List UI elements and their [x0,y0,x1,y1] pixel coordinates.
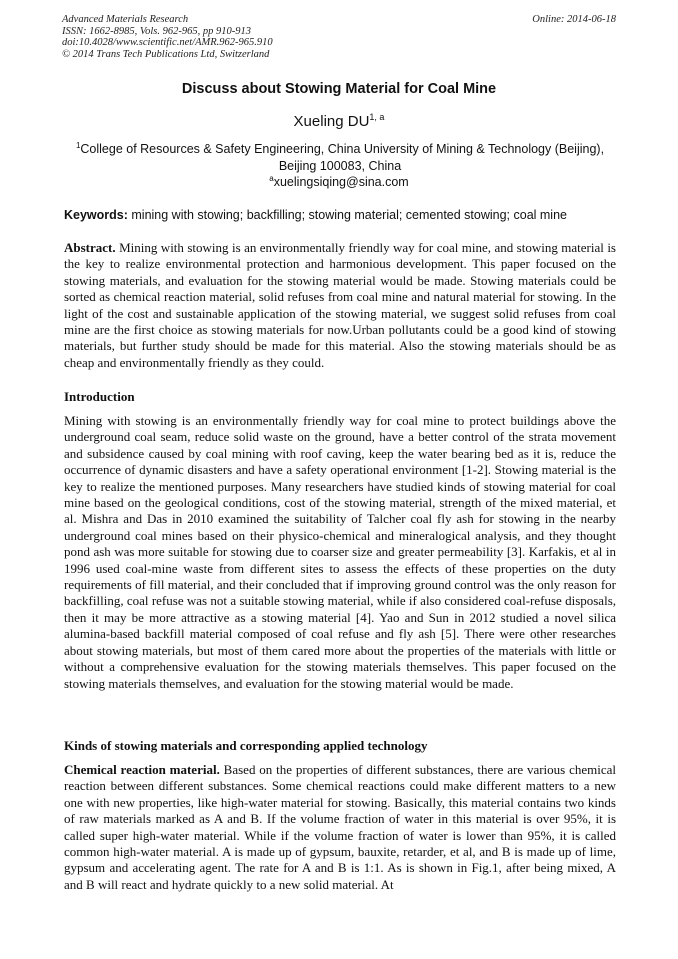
kinds-paragraph [64,762,616,893]
email-superscript: a [269,174,274,183]
introduction-heading: Introduction [64,389,135,404]
keywords-label: Keywords: [64,208,128,222]
author-line [0,112,678,130]
doi-line[interactable]: doi:10.4028/www.scientific.net/AMR.962-965.910 [62,37,273,48]
affiliation [64,137,616,175]
copyright-line: © 2014 Trans Tech Publications Ltd, Switzerland [62,48,270,60]
online-date: Online: 2014-06-18 [532,14,616,25]
abstract-text: Mining with stowing is an environmentally friendly way for coal mine, and stowing material is the key to realize environmental protection and harmonious development. This paper focused on the stowing materials, and evaluation for the stowing material would be made. Stowing materials could be sorted as chemical reaction material, solid refuses from coal mine and natural material for stowing. In the light of the cost and sustainable application of the stowing material, we suggest solid refuses from coal mine are the first choice as stowing materials for now.Urban pollutants could be a good kind of stowing materials, but further study should be made for this material. Also the stowing materials should be as cheap and environmentally friendly as they could. [64,240,616,370]
affiliation-superscript: 1 [75,141,81,150]
keywords-text: mining with stowing; backfilling; stowing material; cemented stowing; coal mine [127,208,567,222]
journal-name: Advanced Materials Research [62,14,189,25]
kinds-heading: Kinds of stowing materials and corresponding applied technology [64,738,428,753]
chemical-reaction-text: Based on the properties of different substances, there are various chemical reaction between different substances. Some chemical reactions could make different matters to a new one with new properties, like high-water material for stowing. Basically, this material contains two kinds of raw materials marked as A and B. If the volume fraction of water in this material is over 95%, it is called super high-water material. While if the volume fraction of water is lower than 95%, it is called common high-water material. A is made up of gypsum, bauxite, retarder, et al, and B is made up of lime, gypsum and accelerating agent. The rate for A and B is 1:1. As is shown in Fig.1, after being mixed, A and B will react and hydrate quickly to a new solid material. At [64,762,616,892]
abstract-paragraph [64,240,616,371]
email-line [0,174,678,189]
issn-line: ISSN: 1662-8985, Vols. 962-965, pp 910-913 [62,25,251,37]
abstract-label: Abstract. [64,240,116,255]
affiliation-text: College of Resources & Safety Engineering, China University of Mining & Technology (Beijing), Beijing 100083, China [80,142,605,173]
introduction-paragraph: Mining with stowing is an environmentally friendly way for coal mine to protect buildings above the underground coal seam, reduce solid waste on the ground, have a better control of the strata movement and subsidence caused by coal mining with roof caving, keep the water bearing bed as it is, reduce the occurrence of dynamic disasters and have a safety operational environment [1-2]. Stowing material is the key to realize the mentioned purposes. Many researchers have studied kinds of stowing material for coal mine based on the geological conditions, cost of the stowing material, strength of the mixed material, et al. Mishra and Das in 2010 examined the suitability of Talcher coal fly ash for stowing in the nearby underground coal mines based on their physico-chemical and mineralogical analysis, and they thought pond ash was more suitable for stowing due to coarser size and greater permeability [3]. Karfakis, et al in 1996 used coal-mine waste from different sites to assess the effects of these properties on the duty requirements of fill material, and their concluded that if improving ground control was the only reason for backfilling, coal refuse was not a suitable stowing material, while if also considered coal-refuse disposals, then it may be more attractive as a stowing material [4]. Yao and Sun in 2012 studied a novel silica alumina-based backfill material composed of coal refuse and fly ash [5]. There were other researches about stowing materials, but most of them cared more about the properties of the materials with little or without a comprehensive evaluation for the stowing materials themselves. This paper focused on the stowing materials themselves, and evaluation for the stowing material would be made. [64,413,616,691]
journal-header [62,14,616,60]
keywords [64,208,616,222]
author-name: Xueling DU [293,113,370,130]
chemical-reaction-label: Chemical reaction material. [64,762,220,777]
email-address[interactable]: xuelingsiqing@sina.com [273,175,409,189]
paper-title: Discuss about Stowing Material for Coal Mine [181,81,497,97]
author-superscript: 1, a [369,112,385,122]
